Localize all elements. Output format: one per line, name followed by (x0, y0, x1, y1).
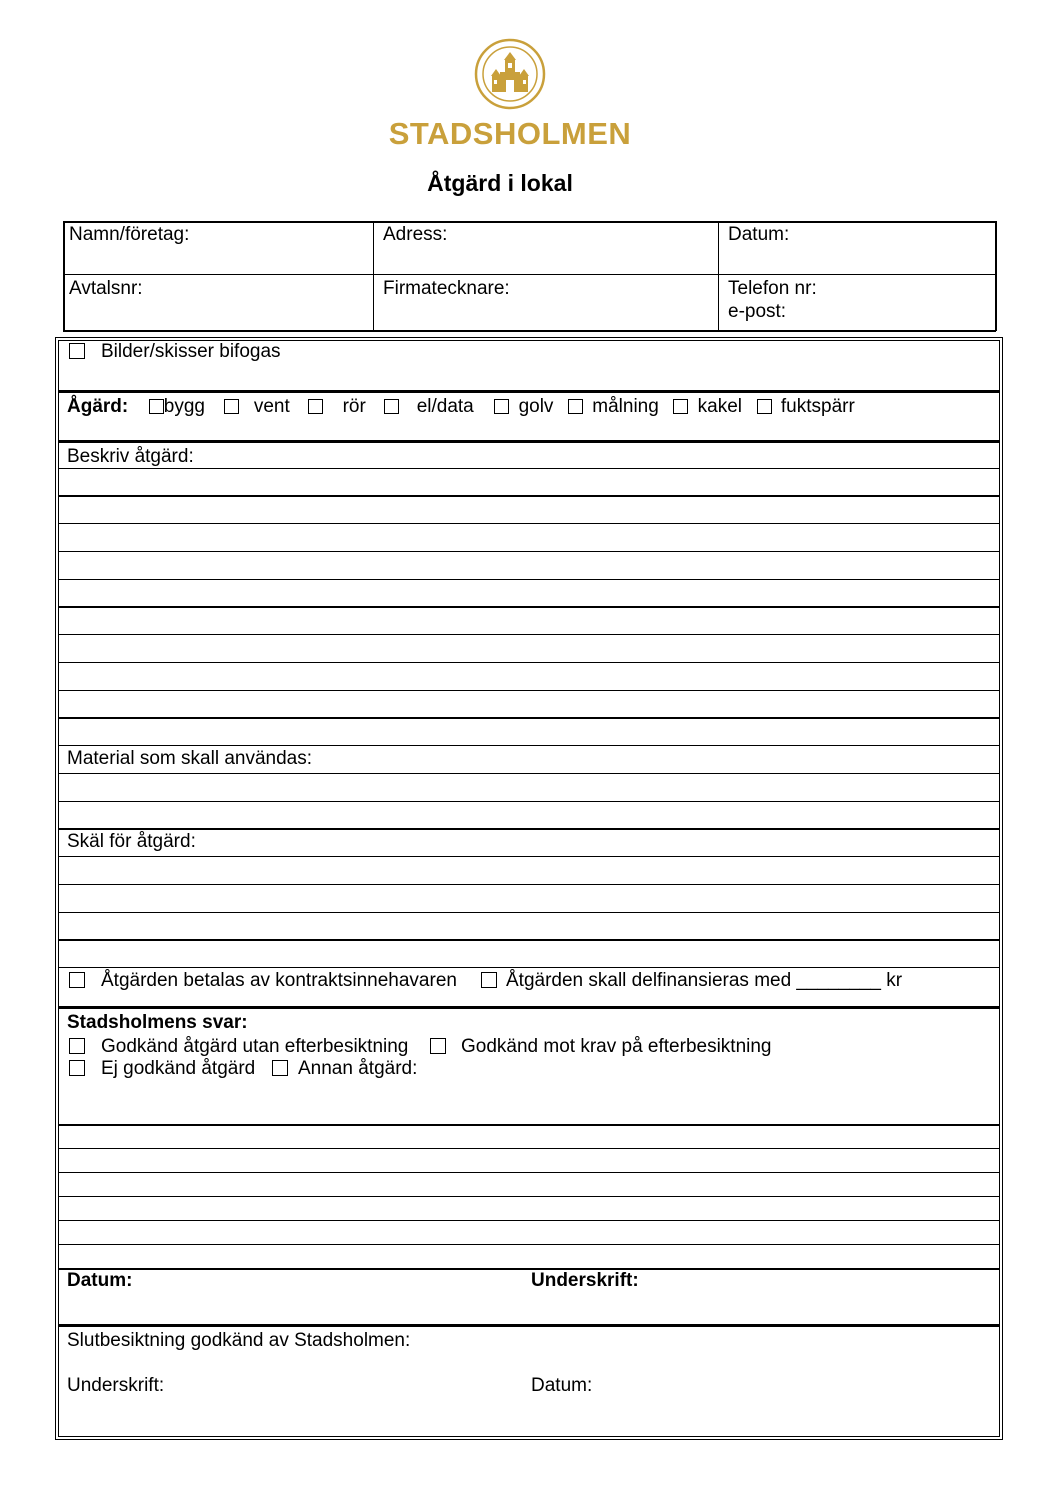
co-financed-checkbox[interactable] (481, 972, 497, 988)
city-seal-icon (474, 38, 546, 110)
brand-name: STADSHOLMEN (388, 116, 632, 151)
phone-label: Telefon nr: (728, 278, 817, 299)
action-bygg-checkbox[interactable] (149, 399, 164, 414)
action-vent-checkbox[interactable] (224, 399, 239, 414)
reason-label: Skäl för åtgärd: (67, 831, 196, 852)
action-option: kakel (697, 396, 743, 417)
action-eldata-checkbox[interactable] (384, 399, 399, 414)
paid-by-tenant-label: Åtgärden betalas av kontraktsinnehavaren (101, 970, 457, 991)
approved-with-inspection-label: Godkänd mot krav på efterbesiktning (461, 1036, 772, 1057)
co-financed-label: Åtgärden skall delfinansieras med ________ kr (506, 970, 903, 991)
action-option: el/data (416, 396, 474, 417)
sign-signature-label: Underskrift: (531, 1270, 639, 1291)
paid-by-tenant-checkbox[interactable] (69, 972, 85, 988)
signatory-label: Firmatecknare: (383, 278, 510, 299)
action-option: vent (253, 396, 290, 417)
other-action-checkbox[interactable] (272, 1060, 288, 1076)
email-label: e-post: (728, 301, 787, 322)
action-option: golv (518, 396, 554, 417)
page-title: Åtgärd i lokal (427, 170, 573, 196)
sign-date-label: Datum: (67, 1270, 133, 1291)
action-fuktsparr-checkbox[interactable] (757, 399, 772, 414)
final-inspection-heading: Slutbesiktning godkänd av Stadsholmen: (67, 1330, 411, 1351)
final-signature-label: Underskrift: (67, 1375, 165, 1396)
address-label: Adress: (383, 224, 448, 245)
action-kakel-checkbox[interactable] (673, 399, 688, 414)
not-approved-label: Ej godkänd åtgärd (101, 1058, 256, 1079)
action-type-label: Ågärd: (67, 396, 129, 417)
agreement-number-label: Avtalsnr: (69, 278, 143, 299)
action-option: rör (342, 396, 366, 417)
action-golv-checkbox[interactable] (494, 399, 509, 414)
action-option: bygg (163, 396, 205, 417)
describe-label: Beskriv åtgärd: (67, 446, 194, 467)
action-option: fuktspärr (780, 396, 855, 417)
action-ror-checkbox[interactable] (308, 399, 323, 414)
material-label: Material som skall användas: (67, 748, 312, 769)
not-approved-checkbox[interactable] (69, 1060, 85, 1076)
attachments-checkbox[interactable] (69, 343, 85, 359)
other-action-label: Annan åtgärd: (298, 1058, 418, 1079)
final-date-label: Datum: (531, 1375, 593, 1396)
approved-no-inspection-checkbox[interactable] (69, 1038, 85, 1054)
action-option: målning (592, 396, 659, 417)
action-type-row (67, 396, 855, 418)
response-heading: Stadsholmens svar: (67, 1012, 248, 1033)
name-label: Namn/företag: (69, 224, 190, 245)
attachments-label: Bilder/skisser bifogas (101, 341, 281, 362)
action-malning-checkbox[interactable] (568, 399, 583, 414)
approved-with-inspection-checkbox[interactable] (430, 1038, 446, 1054)
date-label: Datum: (728, 224, 790, 245)
approved-no-inspection-label: Godkänd åtgärd utan efterbesiktning (101, 1036, 409, 1057)
